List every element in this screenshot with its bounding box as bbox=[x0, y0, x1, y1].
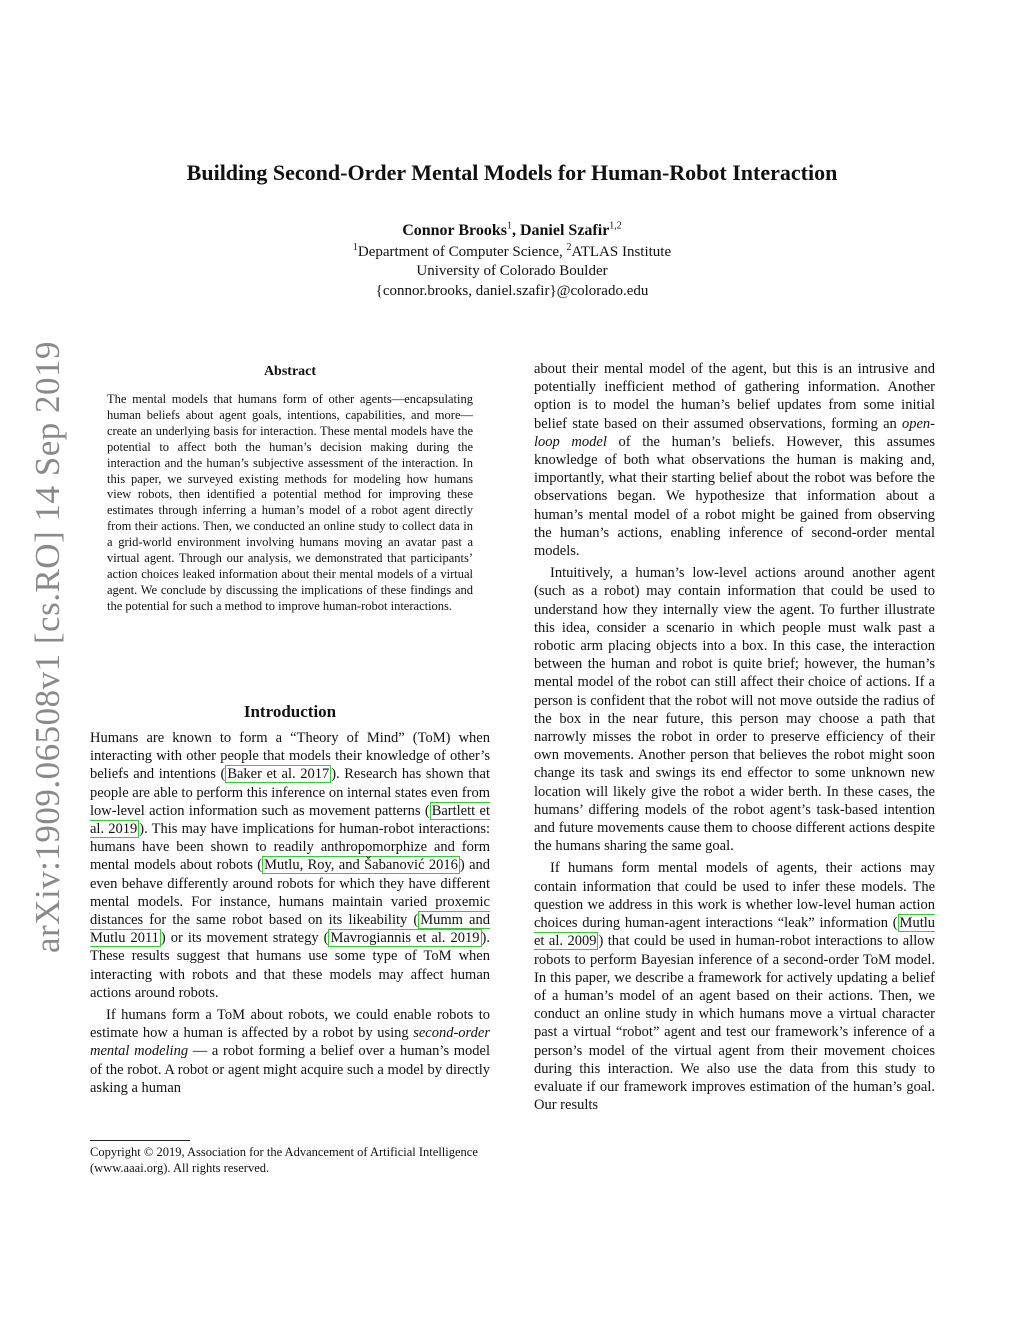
arxiv-sidebar bbox=[28, 340, 68, 954]
citation-link[interactable]: Bartlett et al. 2019 bbox=[90, 802, 490, 838]
affil-sup: 1 bbox=[352, 242, 358, 253]
text-run: ) that could be used in human-robot interactions to allow robots to perform Bayesian inference of a second-order ToM model. In this paper, we describe a framework for actively updating a belief of a human’s model of an agent based on their actions. Then, we conduct an online study in which humans move a virtual character past a virtual “robot” agent and test our framework’s inference of a person’s model of the virtual agent from their movement choices during this interaction. We also use the data from this study to evaluate if our framework improves estimation of the human’s goal. Our results bbox=[534, 933, 935, 1114]
text-run: ) and even behave differently around robots for which they have different mental models. For instance, humans maintain varied proxemic distances for the same robot based on its likeability ( bbox=[90, 857, 491, 929]
citation-link[interactable]: Mutlu, Roy, and Šabanović 2016 bbox=[264, 857, 458, 874]
author-name: Connor Brooks bbox=[402, 222, 507, 239]
text-run: If humans form a ToM about robots, we could enable robots to estimate how a human is affected by a robot by using bbox=[90, 1007, 490, 1042]
citation-link[interactable]: Mutlu et al. 2009 bbox=[534, 915, 935, 950]
author-separator: , bbox=[511, 222, 520, 239]
author-email: {connor.brooks, daniel.szafir}@colorado.edu bbox=[375, 283, 649, 299]
citation-link[interactable]: Mavrogiannis et al. 2019 bbox=[330, 930, 480, 947]
text-run: of the human’s beliefs. However, this assumes knowledge of both what observations the human is making and, importantly, what their starting belief about the robot was before the observations began. We hypothesize that information about a human’s mental model of a robot might be gained from observing the human’s actions, enabling inference of second-order mental models. bbox=[534, 433, 935, 560]
emphasis: open-loop model bbox=[534, 415, 935, 450]
author-affil-sup: 1 bbox=[506, 220, 512, 232]
citation-link[interactable]: Mumm and Mutlu 2011 bbox=[90, 912, 490, 947]
paper-title: Building Second-Order Mental Models for Human-Robot Interaction bbox=[186, 160, 838, 185]
emphasis: second-order mental modeling bbox=[90, 1025, 490, 1060]
citation-link[interactable]: Baker et al. 2017 bbox=[227, 766, 330, 783]
introduction-heading: Introduction bbox=[243, 702, 337, 721]
abstract-text: The mental models that humans form of other agents—encapsulating human beliefs about agent goals, intentions, capabilities, and more—create an underlying basis for interaction. These mental models have the potential to affect both the human’s decision making during the interaction and the human’s subjective assessment of the interaction. In this paper, we surveyed existing methods for modeling how humans view robots, then identified a potential method for improving these estimates through inferring a human’s model of a robot agent directly from their actions. Then, we conducted an online study to collect data in a grid-world environment involving humans moving an avatar past a virtual agent. Through our analysis, we demonstrated that participants’ action choices leaked information about their mental models of a virtual agent. We conclude by discussing the implications of these findings and the potential for such a method to improve human-robot interactions. bbox=[107, 392, 473, 613]
text-run: — a robot forming a belief over a human’s model of the robot. A robot or agent might acquire such a model by directly asking a human bbox=[90, 1043, 490, 1096]
paragraph: Intuitively, a human’s low-level actions around another agent (such as a robot) may contain information that could be used to understand how they internally view the agent. To further illustrate this idea, consider a scenario in which people must walk past a robotic arm placing objects into a box. In this case, the interaction between the human and robot is quite brief; however, the human’s mental model of the robot can still affect their choice of actions. If a person is confident that the robot will not move outside the radius of the box in the near future, this person may choose a path that narrowly misses the robot in order to preserve efficiency of their own movements. Another person that believes the robot might soon change its task and swings its end effector to some unknown new location will likely give the robot a wider berth. In these cases, the humans’ differing models of the robot agent’s task-based intention and future movements cause them to choose different actions despite the humans sharing the same goal. bbox=[534, 565, 935, 855]
abstract-heading: Abstract bbox=[263, 364, 317, 379]
author-affil-sup: 1,2 bbox=[609, 220, 622, 232]
affiliation-institute: ATLAS Institute bbox=[571, 244, 672, 260]
copyright-footnote: Copyright © 2019, Association for the Advancement of Artificial Intelligence (www.aaai.org). All rights reserved. bbox=[90, 1145, 478, 1175]
paragraph bbox=[90, 1006, 490, 1097]
paragraph bbox=[534, 360, 935, 560]
text-run: ). This may have implications for human-robot interactions: humans have been shown to readily anthropomorphize and form mental models about robots ( bbox=[90, 821, 490, 874]
affil-sup: 2 bbox=[566, 242, 572, 253]
university: University of Colorado Boulder bbox=[416, 263, 608, 279]
text-run: If humans form mental models of agents, their actions may contain information that could be used to infer these models. The question we address in this work is whether low-level human action choices during human-agent interactions “leak” information ( bbox=[534, 860, 935, 932]
footnote-rule bbox=[90, 1140, 190, 1141]
paragraph bbox=[90, 729, 490, 1002]
text-run: ). Research has shown that people are able to perform this inference on internal states even from low-level action information such as movement patterns ( bbox=[90, 766, 490, 819]
paragraph bbox=[534, 859, 935, 1114]
text-run: ) or its movement strategy ( bbox=[160, 930, 329, 947]
author-name: Daniel Szafir bbox=[519, 222, 610, 239]
arxiv-id: arXiv:1909.06508v1 [cs.RO] 14 Sep 2019 bbox=[28, 340, 67, 954]
affiliation-dept: Department of Computer Science, bbox=[357, 244, 567, 260]
affiliation-line bbox=[0, 244, 1024, 261]
text-run: Humans are known to form a “Theory of Mind” (ToM) when interacting with other people that models their knowledge of other’s beliefs and intentions ( bbox=[90, 730, 490, 783]
right-column-body bbox=[534, 360, 935, 1114]
author-line bbox=[0, 222, 1024, 240]
left-column-body bbox=[90, 729, 490, 1097]
text-run: about their mental model of the agent, but this is an intrusive and potentially inefficient method of gathering information. Another option is to model the human’s belief updates from some initial belief state based on their assumed observations, forming an bbox=[534, 361, 935, 432]
text-run: ). These results suggest that humans use some type of ToM when interacting with robots and that these models may affect human actions around robots. bbox=[90, 930, 491, 1001]
